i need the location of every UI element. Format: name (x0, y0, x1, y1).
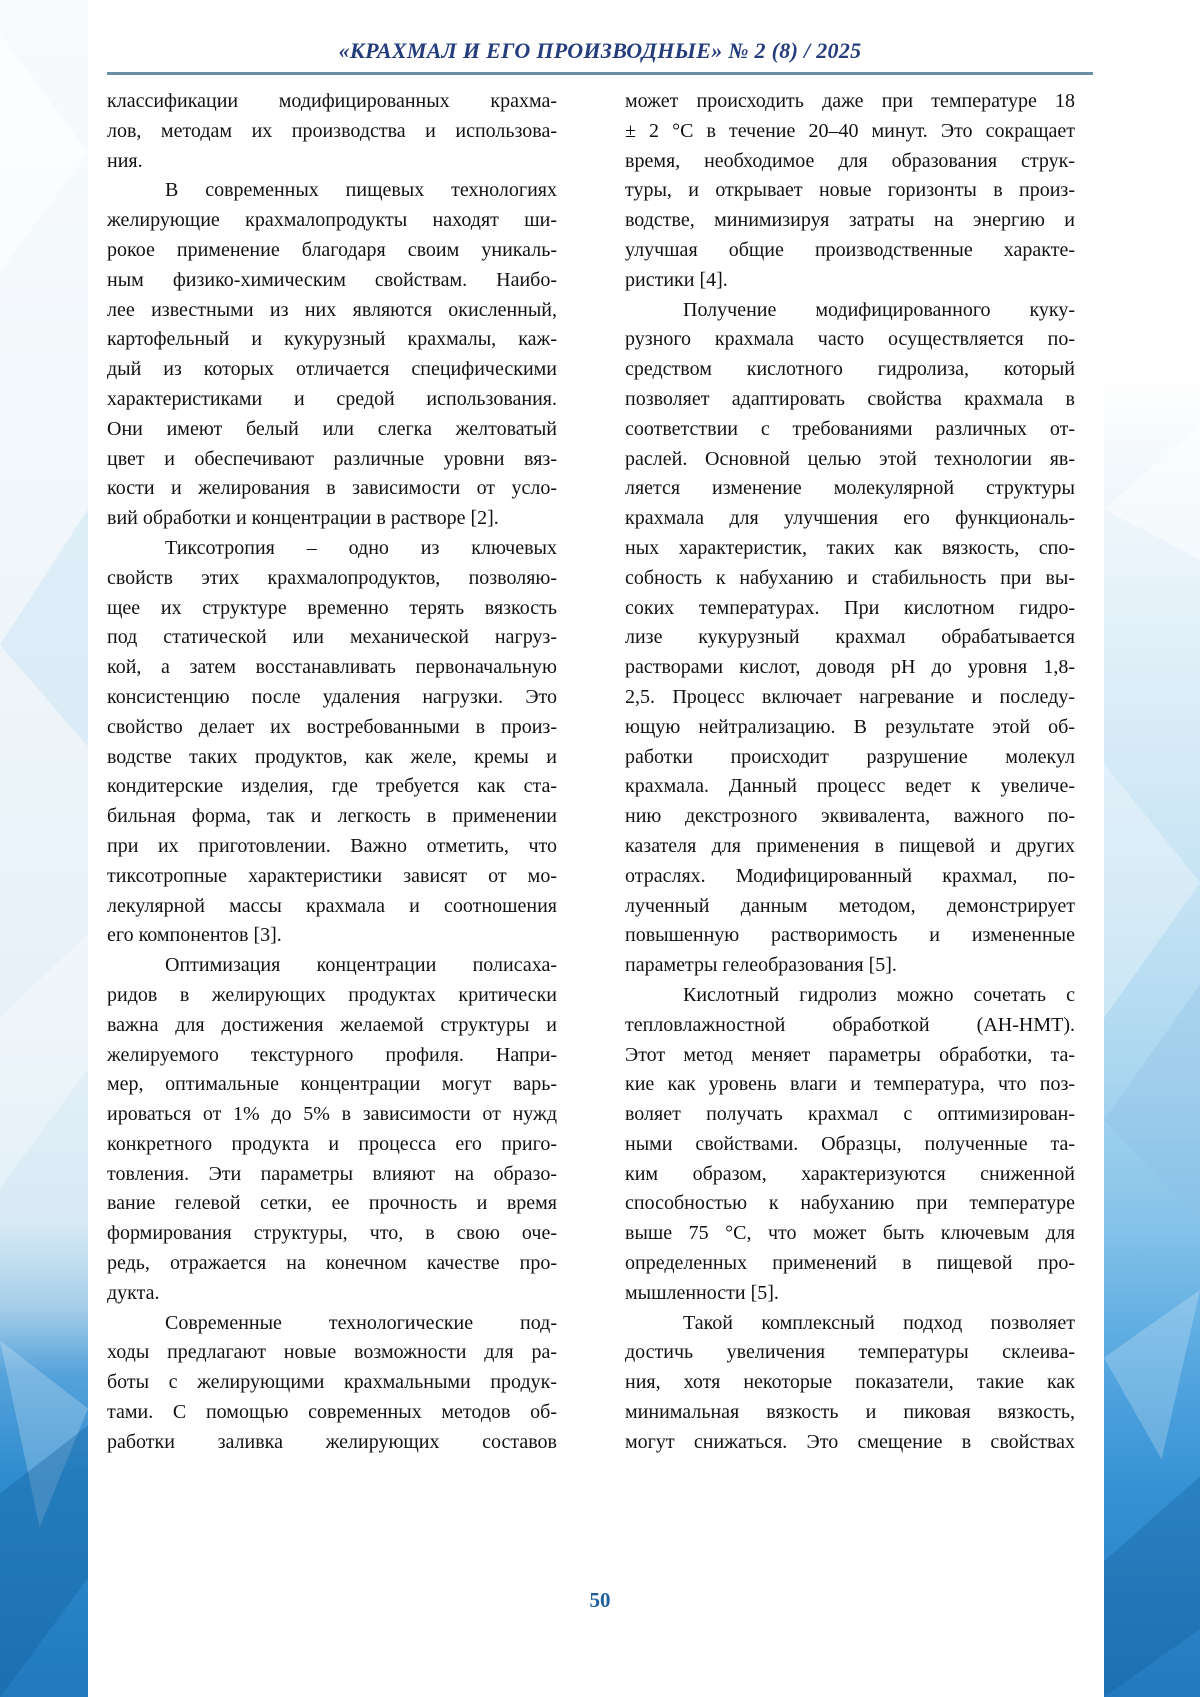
text-line: Кислотный гидролиз можно сочетать с (683, 983, 1075, 1006)
text-line: параметры гелеобразования [5]. (625, 954, 897, 977)
text-line: Такой комплексный подход позволяет (683, 1311, 1075, 1334)
text-line: цвет и обеспечивают различные уровни вяз- (107, 447, 557, 470)
decoration-facet (1104, 0, 1200, 1697)
text-line: дый из которых отличается специфическими (107, 358, 557, 381)
decoration-facet (0, 0, 88, 1697)
text-line: ных характеристик, таких как вязкость, спо- (625, 536, 1075, 559)
text-line: классификации модифицированных крахма- (107, 90, 557, 112)
text-line: под статической или механической нагруз- (107, 626, 557, 649)
text-line: ными свойствами. Образцы, полученные та- (625, 1132, 1075, 1155)
header-rule (107, 72, 1093, 75)
text-line: лов, методам их производства и использова- (107, 119, 557, 142)
text-line: вание гелевой сетки, ее прочность и время (107, 1192, 557, 1215)
right-decoration (1104, 0, 1200, 1697)
text-line: лученный данным методом, демонстрирует (625, 894, 1075, 917)
text-line: свойство делает их востребованными в произ- (107, 715, 557, 738)
decoration-facet (1104, 0, 1200, 1697)
text-line: водстве таких продуктов, как желе, кремы и (107, 745, 557, 768)
text-line: тиксотропные характеристики зависят от мо- (107, 864, 557, 887)
text-line: может происходить даже при температуре 18 (625, 90, 1075, 112)
text-line: ридов в желирующих продуктах критически (107, 983, 557, 1006)
text-line: ± 2 °С в течение 20–40 минут. Это сокращает (625, 119, 1075, 142)
text-line: время, необходимое для образования струк- (625, 149, 1075, 172)
text-line: крахмала. Данный процесс ведет к увеличе- (625, 775, 1075, 798)
text-line: нию декстрозного эквивалента, важного по- (625, 805, 1075, 828)
text-line: лее известными из них являются окисленный, (107, 298, 557, 321)
decoration-facet (0, 0, 88, 1697)
text-line: ходы предлагают новые возможности для ра- (107, 1341, 557, 1364)
text-line: позволяет адаптировать свойства крахмала в (625, 387, 1075, 410)
text-line: кой, а затем восстанавливать первоначальную (107, 656, 557, 679)
text-line: растворами кислот, доводя pH до уровня 1,8- (625, 656, 1075, 679)
text-line: повышенную растворимость и измененные (625, 924, 1075, 947)
text-line: казателя для применения в пищевой и других (625, 834, 1075, 857)
text-line: ющую нейтрализацию. В результате этой об- (625, 715, 1075, 738)
text-line: ристики [4]. (625, 268, 728, 291)
text-line: В современных пищевых технологиях (165, 179, 557, 202)
left-column (107, 90, 557, 1461)
text-line: средством кислотного гидролиза, который (625, 358, 1075, 381)
journal-title: «КРАХМАЛ И ЕГО ПРОИЗВОДНЫЕ» № 2 (8) / 2025 (338, 38, 862, 63)
text-line: способностью к набуханию при температуре (625, 1192, 1075, 1215)
text-line: водстве, минимизируя затраты на энергию и (625, 209, 1075, 232)
text-line: товления. Эти параметры влияют на образо- (107, 1162, 557, 1185)
text-line: лизе кукурузный крахмал обрабатывается (625, 626, 1075, 649)
page-footer (107, 1588, 1093, 1613)
text-line: ным физико-химическим свойствам. Наибо- (107, 268, 557, 291)
decoration-facet (0, 0, 88, 1697)
text-line: Оптимизация концентрации полисаха- (165, 954, 557, 977)
text-line: туры, и открывает новые горизонты в произ- (625, 179, 1075, 202)
text-line: мер, оптимальные концентрации могут варь- (107, 1073, 557, 1096)
text-line: достичь увеличения температуры склеива- (625, 1341, 1075, 1364)
text-line: свойств этих крахмалопродуктов, позволяю- (107, 566, 557, 589)
text-line: определенных применений в пищевой про- (625, 1252, 1075, 1275)
text-line: его компонентов [3]. (107, 924, 282, 947)
decoration-facet (1104, 0, 1200, 1697)
text-line: консистенцию после удаления нагрузки. Это (107, 685, 557, 708)
text-line: рузного крахмала часто осуществляется по- (625, 328, 1075, 351)
text-line: желирующие крахмалопродукты находят ши- (107, 209, 557, 232)
text-line: мышленности [5]. (625, 1281, 779, 1304)
text-line: вий обработки и концентрации в растворе [2]. (107, 507, 499, 530)
text-line: бильная форма, так и легкость в применении (107, 805, 557, 828)
text-line: раслей. Основной целью этой технологии яв- (625, 447, 1075, 470)
text-line: Получение модифицированного куку- (683, 298, 1075, 321)
text-line: характеристиками и средой использования. (107, 387, 557, 410)
text-line: конкретного продукта и процесса его приго- (107, 1132, 557, 1155)
text-line: ким образом, характеризуются сниженной (625, 1162, 1075, 1185)
text-line: собность к набуханию и стабильность при вы- (625, 566, 1075, 589)
text-line: кондитерские изделия, где требуется как ста- (107, 775, 557, 798)
page-header (107, 0, 1093, 75)
decoration-facet (0, 0, 88, 1697)
right-column (625, 90, 1075, 1461)
text-line: 2,5. Процесс включает нагревание и последу- (625, 685, 1075, 708)
text-line: крахмала для улучшения его функциональ- (625, 507, 1075, 530)
text-line: картофельный и кукурузный крахмалы, каж- (107, 328, 557, 351)
text-line: боты с желирующими крахмальными продук- (107, 1371, 557, 1394)
text-line: Этот метод меняет параметры обработки, та- (625, 1043, 1075, 1066)
text-line: кие как уровень влаги и температура, что поз- (625, 1073, 1075, 1096)
text-line: при их приготовлении. Важно отметить, что (107, 834, 557, 857)
text-line: дукта. (107, 1281, 160, 1304)
text-line: соких температурах. При кислотном гидро- (625, 596, 1075, 619)
text-line: выше 75 °С, что может быть ключевым для (625, 1222, 1075, 1245)
text-line: воляет получать крахмал с оптимизирован- (625, 1103, 1075, 1126)
text-line: могут снижаться. Это смещение в свойствах (625, 1430, 1075, 1453)
text-line: ляется изменение молекулярной структуры (625, 477, 1075, 500)
text-line: формирования структуры, что, в свою оче- (107, 1222, 557, 1245)
text-line: ния, хотя некоторые показатели, такие как (625, 1371, 1075, 1394)
text-line: ния. (107, 149, 143, 172)
text-line: щее их структуре временно терять вязкость (107, 596, 557, 619)
text-line: желируемого текстурного профиля. Напри- (107, 1043, 557, 1066)
text-line: Современные технологические под- (165, 1311, 557, 1334)
text-line: минимальная вязкость и пиковая вязкость, (625, 1401, 1075, 1424)
text-line: работки происходит разрушение молекул (625, 745, 1075, 768)
text-line: рокое применение благодаря своим уникаль- (107, 238, 557, 261)
left-decoration (0, 0, 88, 1697)
decoration-facet (1104, 0, 1200, 1697)
text-line: важна для достижения желаемой структуры и (107, 1013, 557, 1036)
article-body (107, 90, 1075, 1461)
text-line: соответствии с требованиями различных от- (625, 417, 1075, 440)
text-line: работки заливка желирующих составов (107, 1430, 557, 1453)
text-line: редь, отражается на конечном качестве про- (107, 1252, 557, 1275)
text-line: кости и желирования в зависимости от усло- (107, 477, 557, 500)
text-line: тепловлажностной обработкой (AH-HMT). (625, 1013, 1075, 1036)
decoration-facet (0, 0, 88, 1697)
text-line: Они имеют белый или слегка желтоватый (107, 417, 557, 440)
text-line: лекулярной массы крахмала и соотношения (107, 894, 557, 917)
text-line: Тиксотропия – одно из ключевых (165, 536, 557, 559)
text-line: отраслях. Модифицированный крахмал, по- (625, 864, 1075, 887)
text-line: тами. С помощью современных методов об- (107, 1401, 557, 1424)
text-line: улучшая общие производственные характе- (625, 238, 1075, 261)
text-line: ироваться от 1% до 5% в зависимости от нужд (107, 1103, 557, 1126)
decoration-facet (1104, 0, 1200, 1697)
page-number: 50 (589, 1588, 611, 1612)
